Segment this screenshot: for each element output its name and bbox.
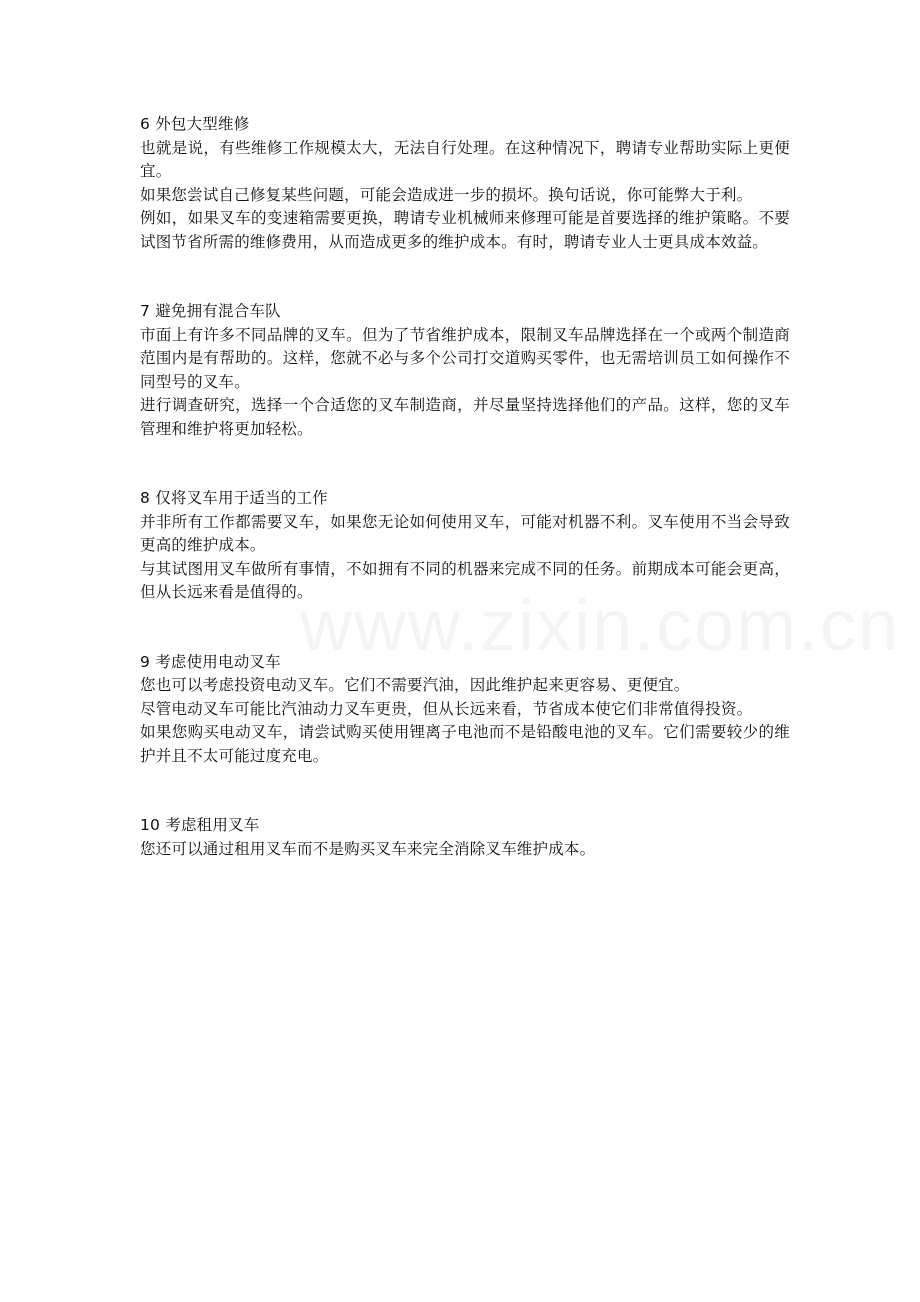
paragraph: 也就是说，有些维修工作规模太大，无法自行处理。在这种情况下，聘请专业帮助实际上更便宜。 bbox=[140, 138, 790, 180]
paragraph: 市面上有许多不同品牌的叉车。但为了节省维护成本，限制叉车品牌选择在一个或两个制造商范围内是有帮助的。这样，您就不必与多个公司打交道购买零件，也无需培训员工如何操作不同型号的叉车。 bbox=[140, 325, 790, 391]
paragraph: 并非所有工作都需要叉车，如果您无论如何使用叉车，可能对机器不利。叉车使用不当会导致更高的维护成本。 bbox=[140, 512, 790, 554]
section-9 bbox=[140, 651, 790, 769]
paragraph: 如果您购买电动叉车，请尝试购买使用锂离子电池而不是铅酸电池的叉车。它们需要较少的维护并且不太可能过度充电。 bbox=[140, 723, 790, 765]
paragraph: 如果您尝试自己修复某些问题，可能会造成进一步的损坏。换句话说，你可能弊大于利。 bbox=[140, 185, 753, 204]
paragraph: 尽管电动叉车可能比汽油动力叉车更贵，但从长远来看，节省成本使它们非常值得投资。 bbox=[140, 699, 753, 718]
section-6 bbox=[140, 113, 790, 254]
section-8 bbox=[140, 487, 790, 605]
paragraph: 例如，如果叉车的变速箱需要更换，聘请专业机械师来修理可能是首要选择的维护策略。不要试图节省所需的维修费用，从而造成更多的维护成本。有时，聘请专业人士更具成本效益。 bbox=[140, 209, 790, 251]
section-10 bbox=[140, 814, 790, 861]
section-heading: 8 仅将叉车用于适当的工作 bbox=[140, 489, 328, 507]
section-heading: 6 外包大型维修 bbox=[140, 115, 250, 133]
section-heading: 9 考虑使用电动叉车 bbox=[140, 652, 281, 671]
document-body bbox=[140, 113, 790, 861]
section-7 bbox=[140, 300, 790, 441]
section-heading: 10 考虑租用叉车 bbox=[140, 816, 260, 834]
paragraph: 您也可以考虑投资电动叉车。它们不需要汽油，因此维护起来更容易、更便宜。 bbox=[140, 676, 690, 694]
section-heading: 7 避免拥有混合车队 bbox=[140, 302, 281, 320]
paragraph: 与其试图用叉车做所有事情，不如拥有不同的机器来完成不同的任务。前期成本可能会更高，但从长远来看是值得的。 bbox=[140, 559, 790, 601]
paragraph: 您还可以通过租用叉车而不是购买叉车来完全消除叉车维护成本。 bbox=[140, 839, 596, 858]
paragraph: 进行调查研究，选择一个合适您的叉车制造商，并尽量坚持选择他们的产品。这样，您的叉车管理和维护将更加轻松。 bbox=[140, 396, 790, 438]
